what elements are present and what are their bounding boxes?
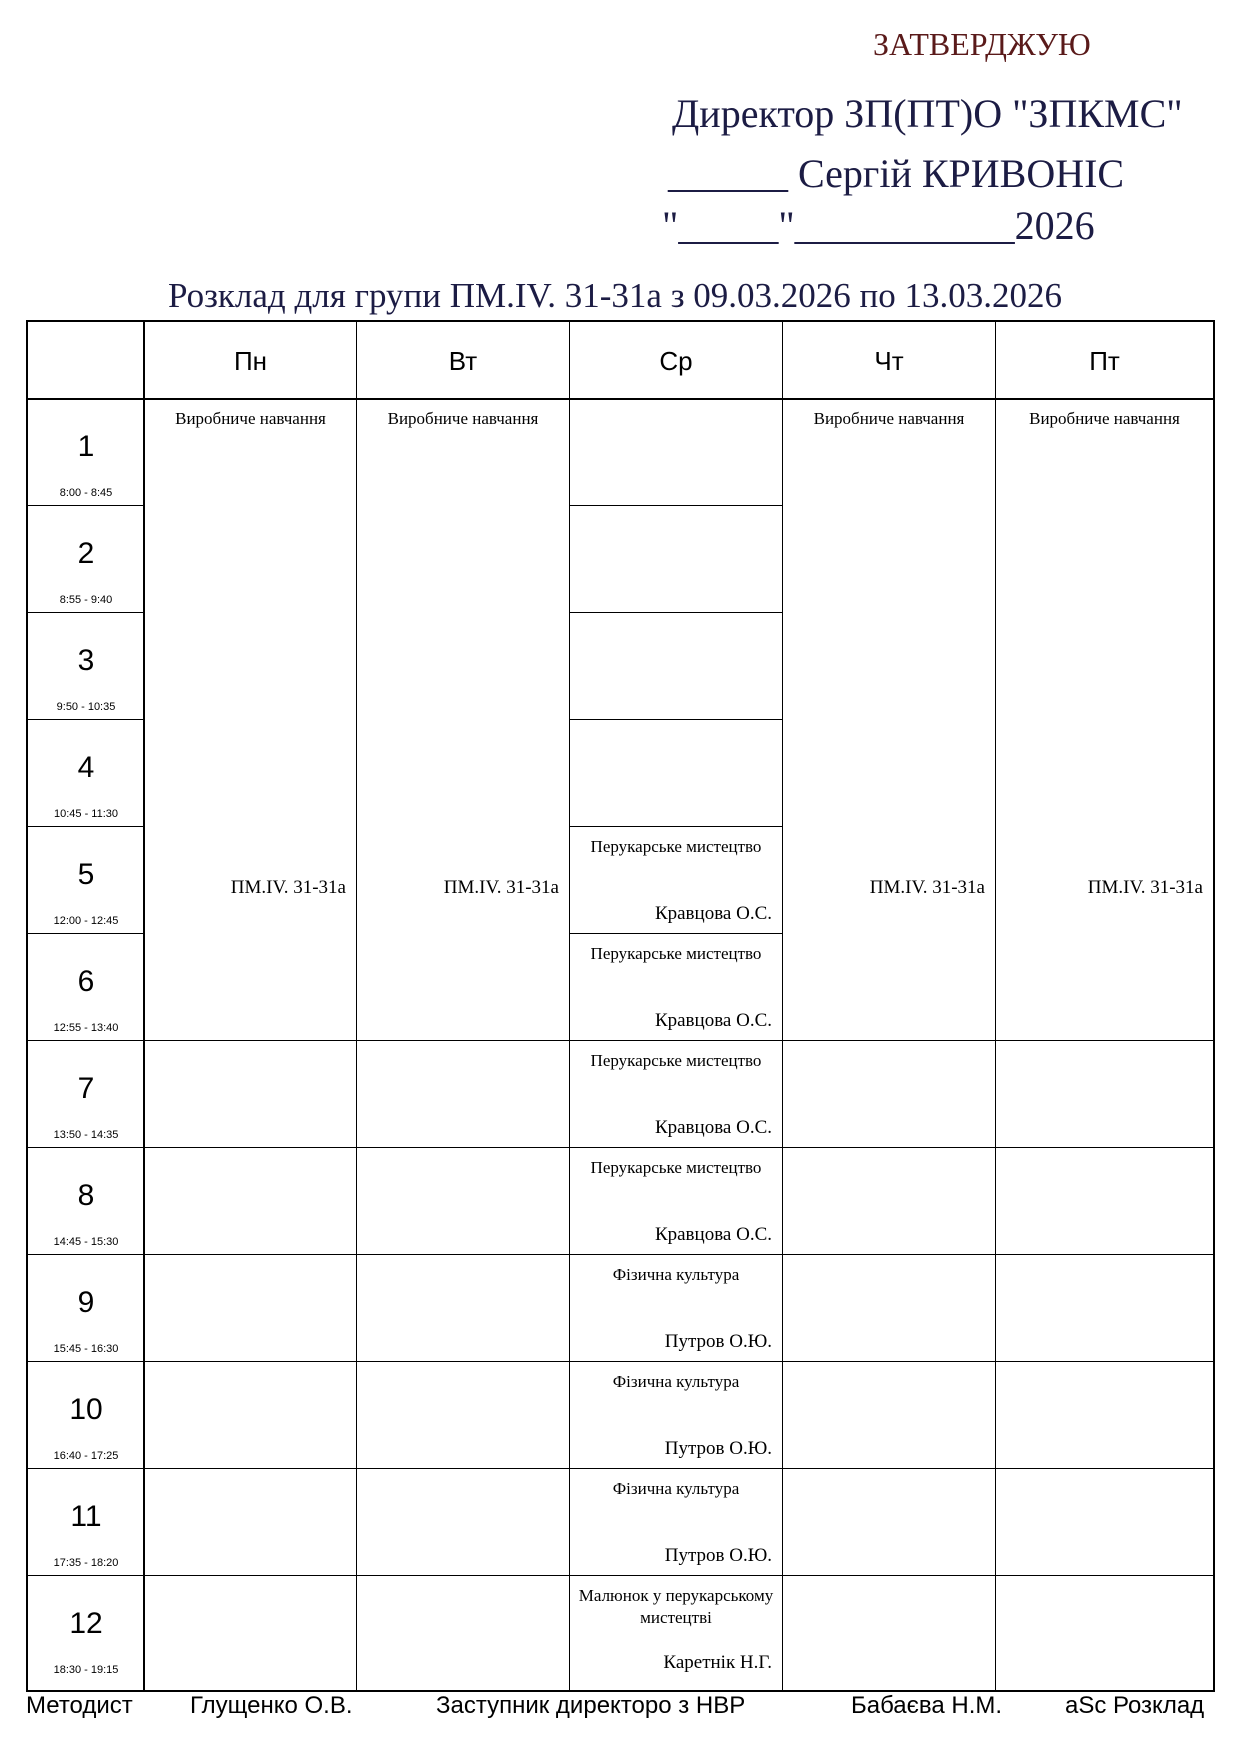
period-5 (28, 828, 144, 933)
row-divider (26, 1254, 1215, 1255)
period-4 (28, 721, 144, 826)
lesson-wed-10 (570, 1363, 782, 1468)
lesson-subject: Перукарське мистецтво (590, 944, 762, 963)
lesson-wed-5 (570, 828, 782, 933)
lesson-group: ПМ.IV. 31-31а (869, 877, 985, 898)
lesson-wed-9 (570, 1256, 782, 1361)
lesson-fri-practice (996, 400, 1213, 933)
lesson-subject: Перукарське мистецтво (590, 1158, 762, 1177)
period-time: 14:45 - 15:30 (53, 1236, 119, 1248)
row-divider (26, 1147, 1215, 1148)
lesson-subject: Виробниче навчання (387, 409, 539, 428)
period-time: 17:35 - 18:20 (53, 1557, 119, 1569)
period-3 (28, 614, 144, 719)
period-number: 10 (69, 1393, 103, 1426)
row-divider (569, 933, 782, 934)
row-divider (26, 933, 143, 934)
period-time: 10:45 - 11:30 (53, 808, 118, 820)
signer-line: ______ Сергій КРИВОНІС (668, 151, 1125, 196)
lesson-subject: Перукарське мистецтво (590, 837, 762, 856)
lesson-teacher: Путров О.Ю. (664, 1331, 772, 1352)
period-number: 3 (77, 644, 95, 677)
lesson-subject: Фізична культура (612, 1372, 740, 1391)
row-divider (26, 505, 143, 506)
period-number: 7 (77, 1072, 95, 1105)
period-time: 8:55 - 9:40 (59, 594, 113, 606)
footer-methodist-name: Глущенко О.В. (190, 1692, 353, 1719)
lesson-wed-6 (570, 935, 782, 1040)
period-9 (28, 1256, 144, 1361)
footer-software: aSc Розклад (1065, 1692, 1205, 1719)
day-header-fri: Пт (1089, 345, 1120, 376)
lesson-subject: Фізична культура (612, 1479, 740, 1498)
lesson-subject: Виробниче навчання (1029, 409, 1180, 428)
period-number: 8 (77, 1179, 95, 1212)
row-divider (26, 1040, 1215, 1041)
row-divider (26, 612, 143, 613)
lesson-teacher: Каретнік Н.Г. (663, 1652, 772, 1673)
day-header-wed: Ср (659, 345, 693, 376)
lesson-teacher: Кравцова О.С. (654, 1010, 772, 1031)
row-divider (569, 612, 782, 613)
period-11 (28, 1470, 144, 1575)
period-2 (28, 507, 144, 612)
period-time: 12:55 - 13:40 (53, 1022, 119, 1034)
day-header-mon: Пн (233, 345, 268, 376)
period-time: 16:40 - 17:25 (53, 1450, 119, 1462)
period-6 (28, 935, 144, 1040)
director-title: Директор ЗП(ПТ)О "ЗПКМС" (672, 91, 1183, 136)
lesson-group: ПМ.IV. 31-31а (1087, 877, 1203, 898)
row-divider (569, 826, 782, 827)
period-number: 4 (77, 751, 95, 784)
period-number: 6 (77, 965, 95, 998)
lesson-wed-12 (570, 1577, 782, 1682)
footer-methodist-label: Методист (26, 1692, 133, 1719)
lesson-teacher: Кравцова О.С. (654, 1117, 772, 1138)
lesson-subject: Перукарське мистецтво (590, 1051, 762, 1070)
lesson-group: ПМ.IV. 31-31а (230, 877, 346, 898)
row-divider (26, 1575, 1215, 1576)
lesson-subject: Виробниче навчання (175, 409, 326, 428)
lesson-mon-practice (145, 400, 356, 933)
row-divider (26, 719, 143, 720)
row-divider (569, 719, 782, 720)
lesson-teacher: Кравцова О.С. (654, 1224, 772, 1245)
lesson-wed-11 (570, 1470, 782, 1575)
day-header-tue: Вт (448, 345, 478, 376)
period-time: 12:00 - 12:45 (53, 915, 119, 927)
date-line: "_____"___________2026 (662, 203, 1095, 248)
period-12 (28, 1577, 144, 1682)
period-number: 5 (77, 858, 95, 891)
period-7 (28, 1042, 144, 1147)
lesson-subject: Малюнок у перукарському мистецтві (578, 1586, 774, 1627)
lesson-teacher: Путров О.Ю. (664, 1545, 772, 1566)
period-time: 15:45 - 16:30 (53, 1343, 119, 1355)
row-divider (569, 505, 782, 506)
period-number: 1 (77, 430, 95, 463)
period-10 (28, 1363, 144, 1468)
row-divider (26, 1468, 1215, 1469)
lesson-tue-practice (357, 400, 569, 933)
footer-deputy-label: Заступник директоро з НВР (436, 1692, 746, 1719)
period-time: 13:50 - 14:35 (53, 1129, 119, 1141)
period-time: 8:00 - 8:45 (59, 487, 113, 499)
lesson-group: ПМ.IV. 31-31а (443, 877, 559, 898)
period-number: 9 (77, 1286, 95, 1319)
row-divider (26, 826, 143, 827)
period-time: 9:50 - 10:35 (56, 701, 116, 713)
lesson-wed-8 (570, 1149, 782, 1254)
period-number: 11 (70, 1500, 102, 1533)
lesson-subject: Виробниче навчання (813, 409, 965, 428)
lesson-teacher: Путров О.Ю. (664, 1438, 772, 1459)
footer-deputy-name: Бабаєва Н.М. (851, 1692, 1003, 1719)
lesson-teacher: Кравцова О.С. (654, 903, 772, 924)
period-number: 12 (69, 1607, 103, 1640)
row-divider (26, 1361, 1215, 1362)
period-8 (28, 1149, 144, 1254)
period-1 (28, 400, 144, 505)
lesson-thu-practice (783, 400, 995, 933)
lesson-subject: Фізична культура (612, 1265, 740, 1284)
period-time: 18:30 - 19:15 (53, 1664, 119, 1676)
day-header-thu: Чт (874, 345, 904, 376)
lesson-wed-7 (570, 1042, 782, 1147)
period-number: 2 (77, 537, 95, 570)
schedule-title: Розклад для групи ПМ.IV. 31-31а з 09.03.2026 по 13.03.2026 (167, 276, 1063, 315)
approval-label: ЗАТВЕРДЖУЮ (873, 26, 1091, 62)
